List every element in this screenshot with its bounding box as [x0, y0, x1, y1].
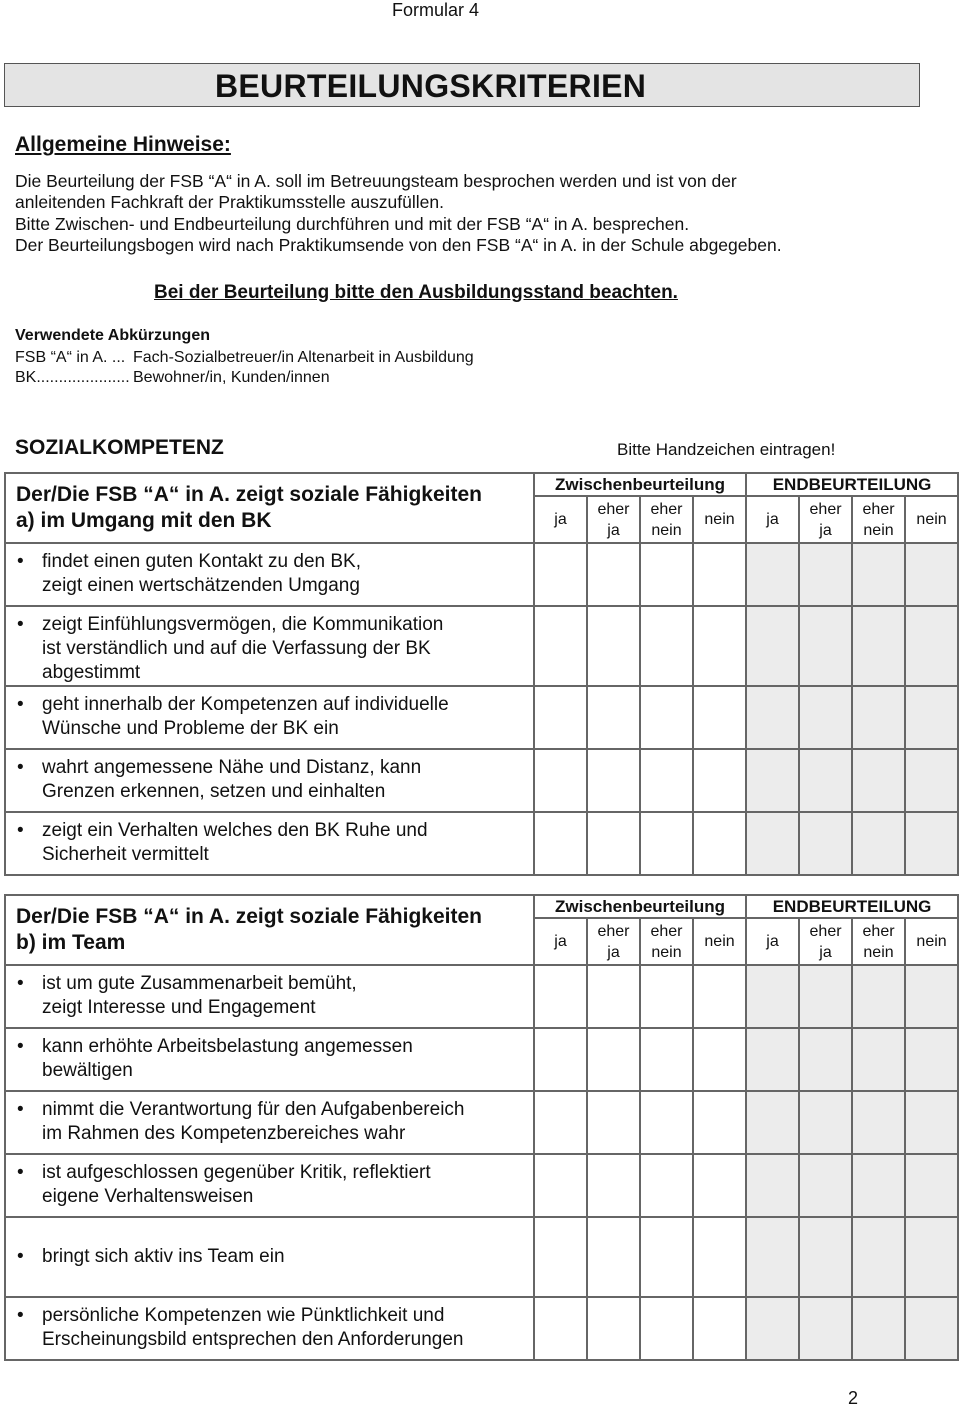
col-ja: ja [534, 496, 587, 543]
rating-cell[interactable] [905, 1217, 958, 1297]
rating-cell[interactable] [534, 1091, 587, 1154]
bullet-icon: • [17, 1246, 24, 1267]
form-label: Formular 4 [392, 0, 480, 20]
rating-cell[interactable] [852, 1217, 905, 1297]
col-label: nein [651, 943, 682, 961]
rating-cell[interactable] [640, 686, 693, 749]
col-ja: ja [746, 496, 799, 543]
rating-cell[interactable] [746, 543, 799, 606]
criterion-line: nimmt die Verantwortung für den Aufgabenbereich [42, 1099, 465, 1120]
criterion [5, 749, 534, 812]
col-eher-ja [799, 496, 852, 543]
rating-cell[interactable] [799, 812, 852, 875]
rating-cell[interactable] [640, 1217, 693, 1297]
rating-cell[interactable] [799, 543, 852, 606]
rating-cell[interactable] [799, 1091, 852, 1154]
rating-cell[interactable] [693, 606, 746, 686]
col-eher-nein [852, 918, 905, 965]
page-number: 2 [848, 1388, 859, 1408]
col-eher-nein [640, 918, 693, 965]
rating-cell[interactable] [852, 543, 905, 606]
rating-cell[interactable] [587, 965, 640, 1028]
criterion [5, 965, 534, 1028]
rating-cell[interactable] [852, 606, 905, 686]
section-heading: SOZIALKOMPETENZ [15, 436, 224, 459]
rating-cell[interactable] [534, 749, 587, 812]
assessment-note: Bei der Beurteilung bitte den Ausbildungsstand beachten. [154, 282, 678, 303]
rating-cell[interactable] [799, 1217, 852, 1297]
table-row [5, 812, 958, 875]
rating-cell[interactable] [905, 543, 958, 606]
rating-cell[interactable] [799, 749, 852, 812]
hints-line: Bitte Zwischen- und Endbeurteilung durchführen und mit der FSB “A“ in A. besprechen. [15, 214, 690, 234]
zwischenbeurteilung-header: Zwischenbeurteilung [534, 895, 746, 918]
rating-cell[interactable] [799, 686, 852, 749]
rating-cell[interactable] [905, 686, 958, 749]
criterion-line: ist aufgeschlossen gegenüber Kritik, reflektiert [42, 1162, 431, 1183]
abbreviation-term: BK..................... [15, 369, 130, 386]
handzeichen-hint: Bitte Handzeichen eintragen! [617, 440, 836, 459]
criterion-line: findet einen guten Kontakt zu den BK, [42, 551, 362, 572]
col-label: eher [862, 500, 895, 518]
abbreviation-definition: Fach-Sozialbetreuer/in Altenarbeit in Ausbildung [133, 349, 474, 366]
col-ja: ja [746, 918, 799, 965]
rating-cell[interactable] [587, 1154, 640, 1217]
page-title: BEURTEILUNGSKRITERIEN [215, 68, 647, 104]
col-eher-ja [587, 918, 640, 965]
rating-cell[interactable] [799, 606, 852, 686]
table-row [5, 1217, 958, 1297]
rating-cell[interactable] [534, 1154, 587, 1217]
rating-cell[interactable] [587, 812, 640, 875]
criterion [5, 812, 534, 875]
rating-cell[interactable] [905, 812, 958, 875]
hints-line: Die Beurteilung der FSB “A“ in A. soll im Betreuungsteam besprochen werden und ist von der [15, 171, 737, 191]
rating-cell[interactable] [640, 1091, 693, 1154]
rating-cell[interactable] [693, 812, 746, 875]
bullet-icon: • [17, 1305, 24, 1326]
col-label: ja [819, 521, 832, 539]
criterion-line: Wünsche und Probleme der BK ein [42, 718, 339, 739]
col-label: eher [597, 500, 630, 518]
criterion-line: eigene Verhaltensweisen [42, 1186, 254, 1207]
rating-cell[interactable] [799, 1154, 852, 1217]
bullet-icon: • [17, 820, 24, 841]
table-row [5, 1297, 958, 1360]
abbreviation-definition: Bewohner/in, Kunden/innen [133, 369, 330, 386]
rating-cell[interactable] [746, 686, 799, 749]
rating-cell[interactable] [852, 686, 905, 749]
rating-cell[interactable] [534, 1297, 587, 1360]
rating-cell[interactable] [746, 1154, 799, 1217]
rating-cell[interactable] [905, 749, 958, 812]
col-label: ja [607, 943, 620, 961]
criterion [5, 1028, 534, 1091]
rating-cell[interactable] [746, 1297, 799, 1360]
endbeurteilung-header: ENDBEURTEILUNG [746, 895, 958, 918]
criterion-line: abgestimmt [42, 662, 141, 683]
rating-cell[interactable] [534, 812, 587, 875]
abbreviation-term: FSB “A“ in A. ... [15, 349, 126, 366]
rating-cell[interactable] [905, 1297, 958, 1360]
rating-cell[interactable] [746, 749, 799, 812]
rating-cell[interactable] [534, 1028, 587, 1091]
table-row [5, 606, 958, 686]
table-header-title [5, 473, 534, 543]
rating-cell[interactable] [746, 606, 799, 686]
table-title-line: Der/Die FSB “A“ in A. zeigt soziale Fähigkeiten [16, 483, 482, 506]
rating-cell[interactable] [693, 749, 746, 812]
rating-cell[interactable] [534, 1217, 587, 1297]
rating-cell[interactable] [905, 1154, 958, 1217]
col-nein: nein [693, 918, 746, 965]
col-label: ja [819, 943, 832, 961]
rating-cell[interactable] [693, 543, 746, 606]
criterion-line: ist um gute Zusammenarbeit bemüht, [42, 973, 357, 994]
criterion-line: ist verständlich und auf die Verfassung der BK [42, 638, 431, 659]
col-label: eher [650, 500, 683, 518]
rating-cell[interactable] [852, 1297, 905, 1360]
rating-cell[interactable] [746, 812, 799, 875]
rating-cell[interactable] [587, 686, 640, 749]
criterion-line: zeigt Interesse und Engagement [42, 997, 316, 1018]
rating-cell[interactable] [640, 1297, 693, 1360]
rating-cell[interactable] [587, 1297, 640, 1360]
criterion-line: zeigt Einfühlungsvermögen, die Kommunikation [42, 614, 444, 635]
rating-cell[interactable] [905, 606, 958, 686]
rating-cell[interactable] [693, 1217, 746, 1297]
rating-cell[interactable] [693, 1091, 746, 1154]
criterion-line: zeigt ein Verhalten welches den BK Ruhe und [42, 820, 428, 841]
rating-cell[interactable] [746, 1217, 799, 1297]
rating-cell[interactable] [693, 1154, 746, 1217]
abbreviation-row [15, 349, 474, 367]
criterion [5, 1217, 534, 1297]
rating-cell[interactable] [693, 1028, 746, 1091]
rating-cell[interactable] [587, 543, 640, 606]
rating-cell[interactable] [693, 1297, 746, 1360]
bullet-icon: • [17, 757, 24, 778]
hints-line: Der Beurteilungsbogen wird nach Praktikumsende von den FSB “A“ in A. in der Schule abgegeben. [15, 235, 782, 255]
criterion-line: persönliche Kompetenzen wie Pünktlichkeit und [42, 1305, 445, 1326]
col-ja: ja [534, 918, 587, 965]
rating-cell[interactable] [852, 1028, 905, 1091]
criterion [5, 1091, 534, 1154]
col-label: nein [863, 943, 894, 961]
criterion-line: wahrt angemessene Nähe und Distanz, kann [42, 757, 422, 778]
table-title-line: Der/Die FSB “A“ in A. zeigt soziale Fähigkeiten [16, 905, 482, 928]
title-bar [4, 63, 920, 107]
rating-cell[interactable] [587, 1217, 640, 1297]
table-row [5, 965, 958, 1028]
rating-cell[interactable] [746, 965, 799, 1028]
col-label: eher [809, 500, 842, 518]
rating-cell[interactable] [852, 1154, 905, 1217]
col-label: nein [863, 521, 894, 539]
rating-cell[interactable] [746, 1028, 799, 1091]
rating-cell[interactable] [693, 686, 746, 749]
col-label: eher [809, 922, 842, 940]
abbreviations-heading: Verwendete Abkürzungen [15, 327, 210, 344]
col-eher-nein [640, 496, 693, 543]
criterion [5, 1154, 534, 1217]
rating-cell[interactable] [905, 965, 958, 1028]
rating-cell[interactable] [640, 812, 693, 875]
criterion [5, 686, 534, 749]
rating-cell[interactable] [587, 606, 640, 686]
rating-cell[interactable] [852, 749, 905, 812]
rating-cell[interactable] [640, 965, 693, 1028]
table-row [5, 543, 958, 606]
col-eher-nein [852, 496, 905, 543]
rating-cell[interactable] [799, 965, 852, 1028]
criterion-line: geht innerhalb der Kompetenzen auf individuelle [42, 694, 449, 715]
table-row [5, 1028, 958, 1091]
rating-cell[interactable] [905, 1091, 958, 1154]
table-row [5, 1091, 958, 1154]
table-title-line: b) im Team [16, 931, 126, 954]
rating-cell[interactable] [587, 1091, 640, 1154]
rating-cell[interactable] [905, 1028, 958, 1091]
table-row [5, 686, 958, 749]
bullet-icon: • [17, 1162, 24, 1183]
rating-cell[interactable] [799, 1297, 852, 1360]
col-nein: nein [905, 496, 958, 543]
criterion-line: im Rahmen des Kompetenzbereiches wahr [42, 1123, 406, 1144]
criterion-line: Erscheinungsbild entsprechen den Anforderungen [42, 1329, 464, 1350]
bullet-icon: • [17, 614, 24, 635]
col-label: eher [650, 922, 683, 940]
rating-cell[interactable] [534, 543, 587, 606]
rating-cell[interactable] [852, 965, 905, 1028]
rating-cell[interactable] [587, 1028, 640, 1091]
col-nein: nein [693, 496, 746, 543]
hints-line: anleitenden Fachkraft der Praktikumsstelle auszufüllen. [15, 192, 444, 212]
criterion-line: kann erhöhte Arbeitsbelastung angemessen [42, 1036, 413, 1057]
table-title-line: a) im Umgang mit den BK [16, 509, 272, 532]
rating-cell[interactable] [693, 965, 746, 1028]
hints-heading: Allgemeine Hinweise: [15, 133, 231, 156]
criterion-line: zeigt einen wertschätzenden Umgang [42, 575, 360, 596]
rating-cell[interactable] [852, 1091, 905, 1154]
rating-cell[interactable] [799, 1028, 852, 1091]
criterion-line: Sicherheit vermittelt [42, 844, 209, 865]
col-label: eher [597, 922, 630, 940]
bullet-icon: • [17, 1036, 24, 1057]
bullet-icon: • [17, 551, 24, 572]
bullet-icon: • [17, 694, 24, 715]
abbreviation-row [15, 369, 330, 387]
col-label: ja [607, 521, 620, 539]
criterion [5, 606, 534, 686]
criteria-table-a [4, 472, 959, 876]
rating-cell[interactable] [852, 812, 905, 875]
rating-cell[interactable] [534, 686, 587, 749]
rating-cell[interactable] [640, 543, 693, 606]
zwischenbeurteilung-header: Zwischenbeurteilung [534, 473, 746, 496]
col-label: eher [862, 922, 895, 940]
bullet-icon: • [17, 1099, 24, 1120]
rating-cell[interactable] [640, 606, 693, 686]
criterion-line: bringt sich aktiv ins Team ein [42, 1246, 285, 1267]
table-header-title [5, 895, 534, 965]
table-row [5, 1154, 958, 1217]
rating-cell[interactable] [640, 1028, 693, 1091]
criteria-table-b [4, 894, 959, 1361]
table-row [5, 749, 958, 812]
rating-cell[interactable] [587, 749, 640, 812]
col-eher-ja [587, 496, 640, 543]
criterion [5, 543, 534, 606]
col-nein: nein [905, 918, 958, 965]
criterion [5, 1297, 534, 1360]
rating-cell[interactable] [534, 965, 587, 1028]
rating-cell[interactable] [640, 749, 693, 812]
rating-cell[interactable] [746, 1091, 799, 1154]
endbeurteilung-header: ENDBEURTEILUNG [746, 473, 958, 496]
col-eher-ja [799, 918, 852, 965]
criterion-line: Grenzen erkennen, setzen und einhalten [42, 781, 386, 802]
rating-cell[interactable] [534, 606, 587, 686]
col-label: nein [651, 521, 682, 539]
rating-cell[interactable] [640, 1154, 693, 1217]
criterion-line: bewältigen [42, 1060, 133, 1081]
bullet-icon: • [17, 973, 24, 994]
